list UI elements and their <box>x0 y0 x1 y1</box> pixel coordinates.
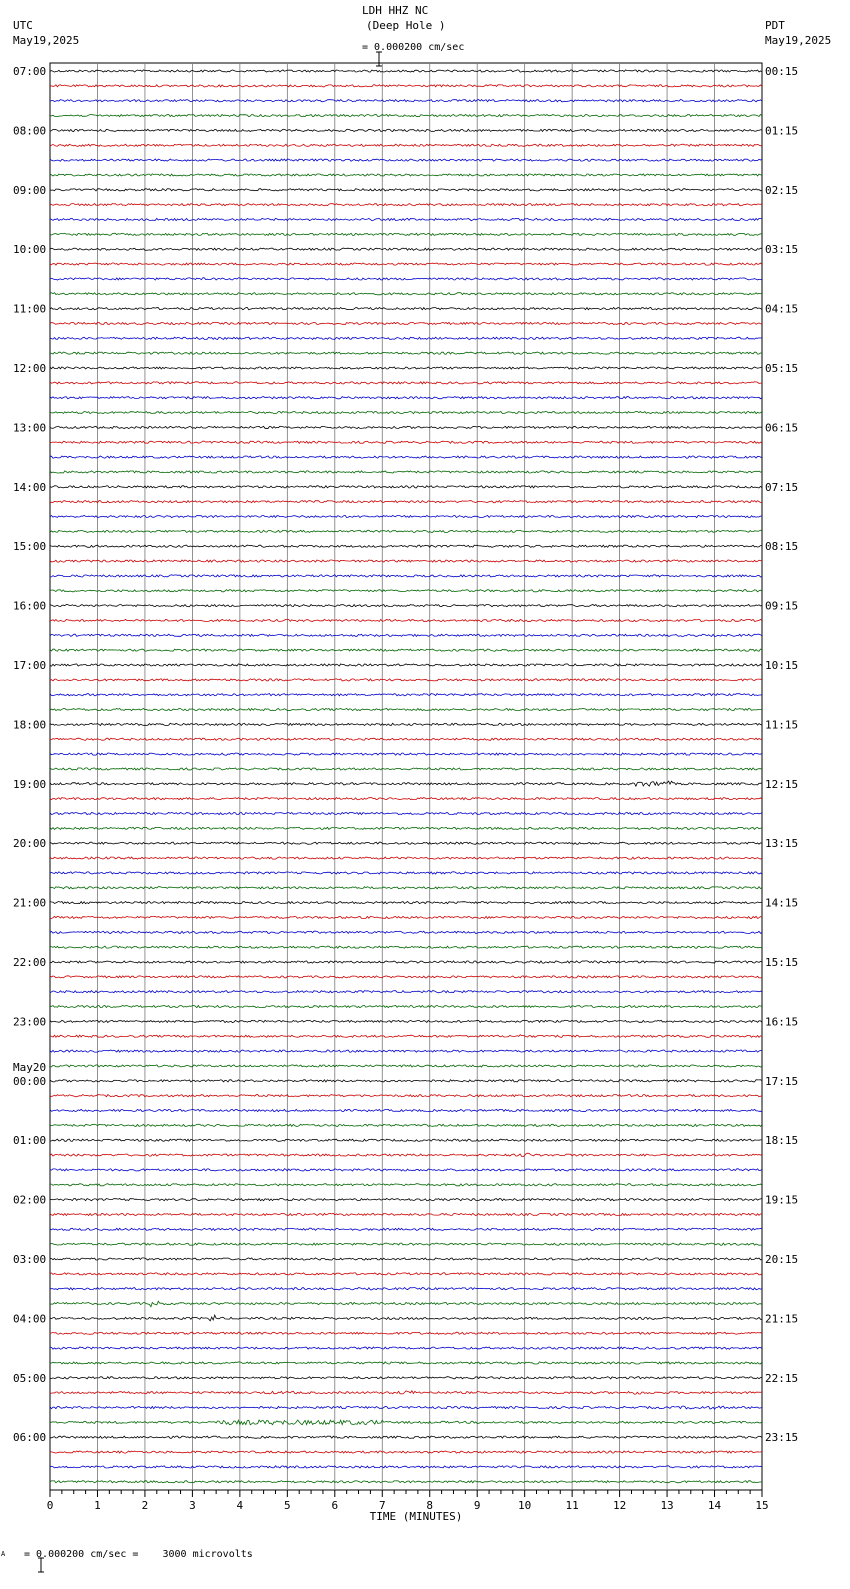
seismic-trace <box>50 1391 762 1394</box>
seismic-trace <box>50 337 762 339</box>
seismic-trace <box>50 887 762 889</box>
seismic-trace <box>50 1258 762 1260</box>
seismic-trace <box>50 1199 762 1201</box>
pdt-hour-label: 05:15 <box>765 362 799 375</box>
seismic-trace <box>50 842 762 844</box>
pdt-hour-label: 17:15 <box>765 1074 799 1088</box>
seismic-trace <box>50 441 762 443</box>
seismic-trace <box>50 278 762 280</box>
utc-hour-label: 01:00 <box>13 1134 47 1148</box>
seismic-trace <box>50 679 762 681</box>
left-timezone: UTC <box>13 19 33 32</box>
seismic-trace <box>50 233 762 235</box>
seismic-trace <box>50 1035 762 1038</box>
utc-hour-label: 16:00 <box>13 599 47 613</box>
seismic-trace <box>50 471 762 473</box>
seismic-trace <box>50 545 762 547</box>
x-tick-label: 10 <box>518 1499 532 1512</box>
utc-hour-label: 00:00 <box>13 1074 47 1088</box>
x-tick-label: 1 <box>94 1499 101 1512</box>
seismic-trace <box>50 1466 762 1468</box>
seismic-trace <box>50 857 762 859</box>
pdt-hour-label: 00:15 <box>765 65 799 78</box>
station-location: (Deep Hole ) <box>366 19 446 32</box>
utc-hour-label: 02:00 <box>13 1193 47 1207</box>
utc-hour-label: 03:00 <box>13 1253 47 1266</box>
seismic-trace <box>50 902 762 904</box>
pdt-hour-label: 12:15 <box>765 777 799 791</box>
x-tick-label: 12 <box>612 1499 627 1512</box>
seismic-trace <box>50 1436 762 1438</box>
pdt-hour-label: 13:15 <box>765 837 799 851</box>
x-tick-label: 0 <box>46 1499 54 1512</box>
seismic-trace <box>50 738 762 740</box>
utc-hour-label: 17:00 <box>13 659 47 672</box>
seismic-trace <box>50 946 762 948</box>
seismic-trace <box>50 694 762 696</box>
seismic-trace <box>50 352 762 354</box>
scale-text: = 0.000200 cm/sec <box>362 42 465 53</box>
pdt-hour-label: 02:15 <box>765 183 799 197</box>
seismic-trace <box>50 85 762 87</box>
seismic-trace <box>50 412 762 414</box>
seismic-trace <box>50 961 762 963</box>
seismic-trace <box>50 1420 762 1425</box>
seismic-trace <box>50 189 762 191</box>
seismic-trace <box>50 367 762 369</box>
seismic-trace <box>50 590 762 592</box>
seismic-trace <box>50 515 762 517</box>
seismic-trace <box>50 174 762 176</box>
seismic-trace <box>50 1153 762 1156</box>
pdt-hour-label: 09:15 <box>765 599 799 613</box>
x-axis-label: TIME (MINUTES) <box>369 1510 463 1523</box>
footer-scale-icon <box>10 1544 18 1560</box>
x-tick-label: 8 <box>426 1499 434 1512</box>
seismic-trace <box>50 872 762 874</box>
pdt-hour-label: 19:15 <box>765 1193 799 1207</box>
seismic-trace <box>50 1347 762 1349</box>
seismic-trace <box>50 218 762 220</box>
seismic-trace <box>50 501 762 503</box>
utc-hour-label: 07:00 <box>13 65 47 78</box>
seismic-trace <box>50 619 762 621</box>
utc-hour-label: 10:00 <box>13 243 47 257</box>
seismic-trace <box>50 456 762 458</box>
right-date: May19,2025 <box>765 34 832 47</box>
station-title: LDH HHZ NC <box>362 4 429 17</box>
seismic-trace <box>50 248 762 250</box>
utc-hour-label: 14:00 <box>13 480 47 494</box>
seismic-trace <box>50 605 762 607</box>
seismic-trace <box>50 1020 762 1022</box>
seismic-trace <box>50 1065 762 1067</box>
x-tick-label: 6 <box>331 1499 339 1512</box>
pdt-hour-label: 06:15 <box>765 421 799 435</box>
utc-hour-label: 21:00 <box>13 896 47 910</box>
utc-hour-label: 20:00 <box>13 837 47 851</box>
seismic-trace <box>50 159 762 161</box>
pdt-hour-label: 23:15 <box>765 1431 799 1445</box>
pdt-hour-label: 04:15 <box>765 302 799 316</box>
seismic-trace <box>50 100 762 102</box>
x-tick-label: 2 <box>141 1499 149 1512</box>
utc-hour-label: 05:00 <box>13 1371 47 1385</box>
seismic-trace <box>50 308 762 310</box>
seismic-trace <box>50 827 762 829</box>
x-tick-label: 15 <box>755 1499 769 1512</box>
pdt-hour-label: 15:15 <box>765 956 799 969</box>
seismic-trace <box>50 1228 762 1230</box>
seismic-trace <box>50 1184 762 1186</box>
seismic-trace <box>50 1080 762 1082</box>
pdt-hour-label: 16:15 <box>765 1015 799 1029</box>
pdt-hour-label: 14:15 <box>765 896 799 910</box>
utc-hour-label: 04:00 <box>13 1312 47 1326</box>
seismic-trace <box>50 1362 762 1364</box>
seismic-trace <box>50 753 762 755</box>
seismic-trace <box>50 1481 762 1483</box>
footer-scale-text: = 0.000200 cm/sec = 3000 microvolts <box>24 1549 253 1560</box>
seismic-trace <box>50 1406 762 1409</box>
seismic-trace <box>50 664 762 666</box>
pdt-hour-label: 18:15 <box>765 1134 799 1148</box>
pdt-hour-label: 01:15 <box>765 124 799 138</box>
utc-hour-label: 11:00 <box>13 302 47 316</box>
left-date: May19,2025 <box>13 34 80 47</box>
x-tick-label: 11 <box>565 1499 579 1512</box>
seismic-trace <box>50 1332 762 1334</box>
pdt-hour-label: 22:15 <box>765 1371 799 1385</box>
utc-hour-label: 06:00 <box>13 1431 47 1445</box>
seismic-trace <box>50 1273 762 1275</box>
seismic-trace <box>50 560 762 562</box>
x-tick-label: 3 <box>189 1499 196 1512</box>
seismic-trace <box>50 1006 762 1008</box>
seismic-trace <box>50 781 762 786</box>
seismic-trace <box>50 812 762 814</box>
utc-hour-label: 08:00 <box>13 124 47 138</box>
utc-hour-label: 18:00 <box>13 718 47 732</box>
seismic-trace <box>50 1050 762 1052</box>
seismic-trace <box>50 1301 762 1307</box>
pdt-hour-label: 20:15 <box>765 1253 799 1266</box>
seismic-trace <box>50 322 762 324</box>
pdt-hour-label: 11:15 <box>765 718 799 732</box>
seismic-trace <box>50 723 762 725</box>
seismic-trace <box>50 382 762 384</box>
x-tick-label: 9 <box>473 1499 481 1512</box>
seismic-trace <box>50 976 762 978</box>
seismic-trace <box>50 916 762 918</box>
seismic-trace <box>50 530 762 532</box>
utc-hour-label: 22:00 <box>13 956 47 969</box>
pdt-hour-label: 07:15 <box>765 480 799 494</box>
x-tick-label: 7 <box>378 1499 386 1512</box>
x-tick-label: 14 <box>707 1499 722 1512</box>
seismic-trace <box>50 1109 762 1111</box>
seismic-trace <box>50 931 762 933</box>
seismic-trace <box>50 1169 762 1171</box>
date-change-label: May20 <box>13 1060 47 1074</box>
seismic-trace <box>50 204 762 206</box>
pdt-hour-label: 08:15 <box>765 540 799 554</box>
seismic-trace <box>50 709 762 711</box>
seismic-trace <box>50 1243 762 1245</box>
seismic-trace <box>50 768 762 770</box>
pdt-hour-label: 03:15 <box>765 243 799 257</box>
utc-hour-label: 13:00 <box>13 421 47 435</box>
plot-frame <box>50 63 762 1490</box>
pdt-hour-label: 21:15 <box>765 1312 799 1326</box>
seismic-trace <box>50 486 762 488</box>
x-tick-label: 13 <box>660 1499 674 1512</box>
seismic-trace <box>50 293 762 295</box>
seismic-trace <box>50 1213 762 1215</box>
seismic-trace <box>50 1139 762 1141</box>
seismic-trace <box>50 1288 762 1290</box>
seismic-trace <box>50 798 762 800</box>
seismic-trace <box>50 115 762 117</box>
footer-prefix: A <box>1 1550 6 1558</box>
seismic-trace <box>50 1315 762 1321</box>
right-timezone: PDT <box>765 19 785 32</box>
seismic-trace <box>50 129 762 131</box>
x-tick-label: 4 <box>236 1499 244 1512</box>
utc-hour-label: 23:00 <box>13 1015 47 1029</box>
seismic-trace <box>50 991 762 993</box>
utc-hour-label: 15:00 <box>13 540 47 554</box>
pdt-hour-label: 10:15 <box>765 659 799 672</box>
seismic-trace <box>50 397 762 399</box>
seismic-trace <box>50 426 762 428</box>
seismic-trace <box>50 575 762 577</box>
seismic-trace <box>50 634 762 636</box>
seismic-trace <box>50 1377 762 1379</box>
utc-hour-label: 19:00 <box>13 777 47 791</box>
seismic-trace <box>50 263 762 265</box>
seismic-trace <box>50 1095 762 1097</box>
utc-hour-label: 09:00 <box>13 183 47 197</box>
seismic-trace <box>50 1124 762 1126</box>
x-tick-label: 5 <box>284 1499 291 1512</box>
seismic-trace <box>50 144 762 146</box>
seismic-trace <box>50 649 762 651</box>
seismic-trace <box>50 70 762 72</box>
seismic-trace <box>50 1451 762 1453</box>
utc-hour-label: 12:00 <box>13 362 47 375</box>
